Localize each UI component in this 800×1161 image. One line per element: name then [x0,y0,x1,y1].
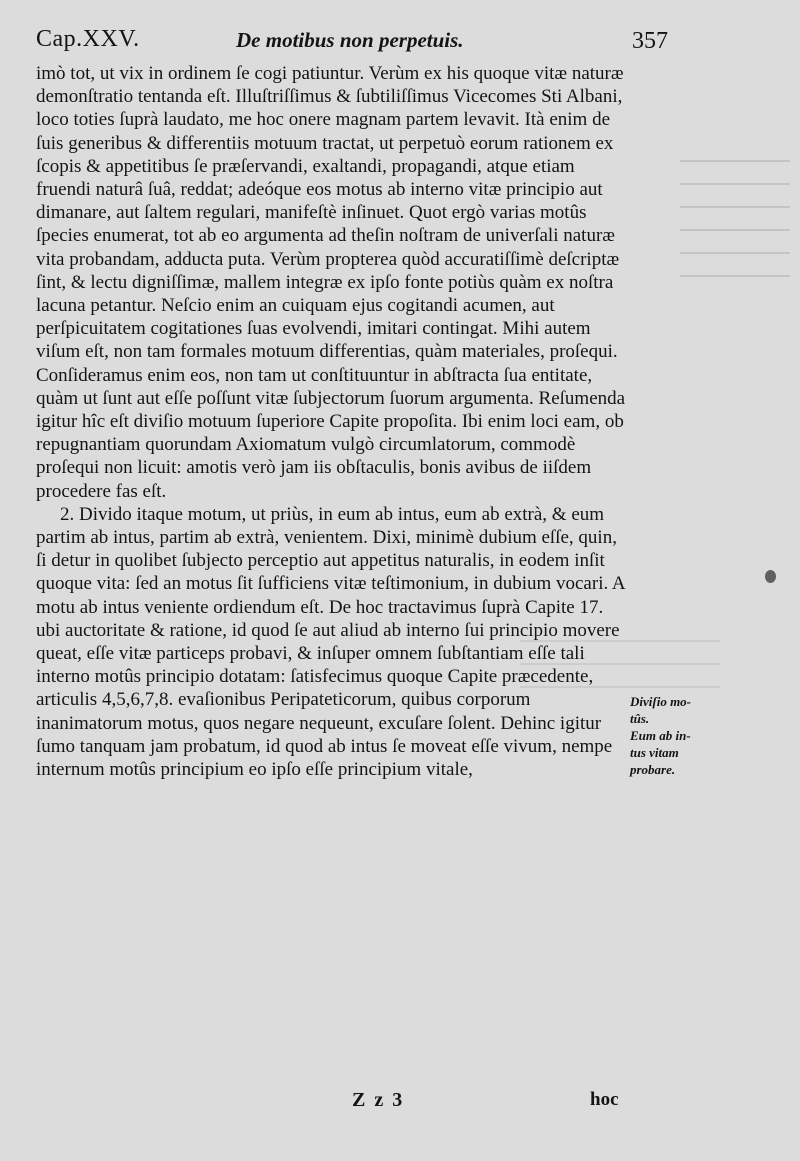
marginal-note-line: probare. [630,762,676,777]
marginal-note-line: tûs. [630,711,650,726]
page-number: 357 [632,28,668,54]
catchword: hoc [590,1089,619,1110]
marginal-note-line: Diviſio mo- [630,694,692,709]
body-text [36,62,626,781]
marginal-note [630,693,720,778]
page-header [36,26,668,62]
marginal-note-line: tus vitam [630,745,679,760]
paragraph-1: imò tot, ut vix in ordinem ſe cogi patiuntur. Verùm ex his quoque vitæ naturæ demonſtratio tentanda eſt. Illuſtriſſimus & ſubtiliſſimus Vicecomes Sti Albani, loco toties ſuprà laudato, me hoc onere magnam partem levavit. Ità enim de ſuis generibus & differentiis motuum tractat, ut perpetuò eorum rationem ex ſcopis & appetitibus ſe præſervandi, exaltandi, propagandi, atque etiam fruendi naturâ ſuâ, reddat; adeóque eos motus ab interno vitæ principio aut dimanare, aut ſaltem regulari, manifeſtè inſinuet. Quot ergò varias motûs ſpecies enumerat, tot ab eo argumenta ad theſin noſtram de univerſali naturæ vita probandam, adducta puta. Verùm propterea quòd accuratiſſimè deſcriptæ ſint, & lectu digniſſimæ, mallem integræ ex ipſo fonte potiùs quàm ex noſtra lacuna petantur. Neſcio enim an cuiquam ejus cogitandi acumen, aut perſpicuitatem cogitationes ſuas evolvendi, imitari contingat. Mihi autem viſum eſt, non tam formales motuum differentias, quàm materiales, proſequi. Conſideramus enim eos, non tam ut conſtituuntur in abſtracta ſua entitate, quàm ut ſunt aut eſſe poſſunt vitæ ſubjectorum ſuorum argumenta. Reſumenda igitur hîc eſt diviſio motuum ſuperiore Capite propoſita. Ibi enim loci eam, ob repugnantiam quorundam Axiomatum vulgò circumlatorum, commodè proſequi non licuit: amotis verò jam iis obſtaculis, bonis avibus de iiſdem procedere fas eſt. [36,63,626,502]
running-title: De motibus non perpetuis. [236,28,464,52]
signature-mark: Z z 3 [352,1089,405,1111]
binding-hole [765,570,776,583]
show-through [680,160,790,280]
marginal-note-line: Eum ab in- [630,728,691,743]
chapter-heading: Cap.XXV. [36,26,140,52]
paragraph-2: 2. Divido itaque motum, ut priùs, in eum ab intus, eum ab extrà, & eum partim ab intus, partim ab extrà, venientem. Dixi, minimè dubium eſſe, quin, ſi detur in quolibet ſubjecto perceptio aut appetitus naturalis, in eodem inſit quoque vita: ſed an motus ſit ſufficiens vitæ teſtimonium, in dubium vocari. A motu ab intus veniente ordiendum eſt. De hoc tractavimus ſuprà Capite 17. ubi auctoritate & ratione, id quod ſe aut aliud ab interno ſui principio movere queat, eſſe vitæ particeps probavi, & inſuper omnem ſubſtantiam eſſe tali interno motûs principio dotatam: ſatisfecimus quoque Capite præcedente, articulis 4,5,6,7,8. evaſionibus Peripateticorum, quibus corporum inanimatorum motus, quos negare nequeunt, excuſare ſolent. Dehinc igitur ſumo tanquam jam probatum, id quod ab intus ſe moveat eſſe vivum, nempe internum motûs principium eo ipſo eſſe principium vitale, [36,503,625,781]
